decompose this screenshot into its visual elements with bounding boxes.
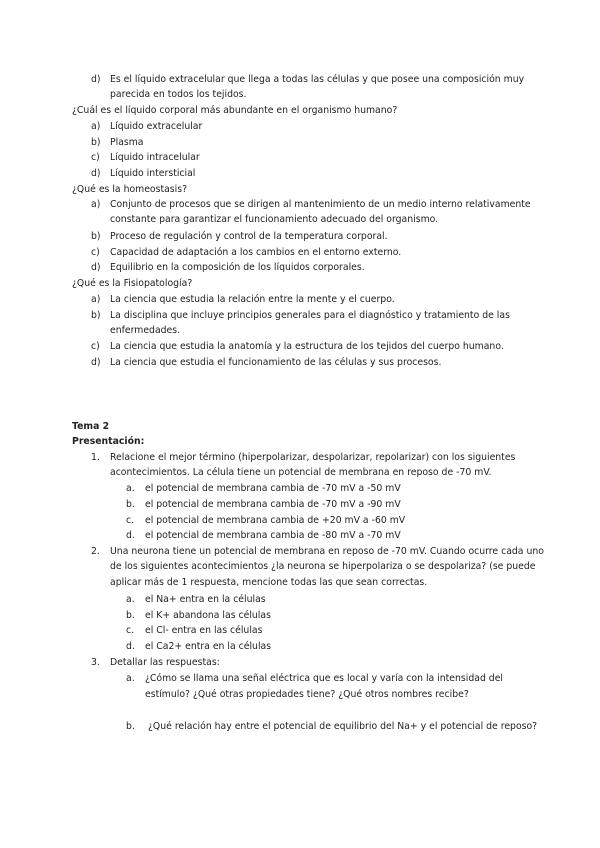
sub-letter: a.: [126, 594, 135, 605]
sub-text: el potencial de membrana cambia de +20 mV a -60 mV: [145, 515, 406, 526]
item-number: 3.: [91, 657, 100, 668]
sub-letter: b.: [126, 610, 135, 621]
option-text: Es el líquido extracelular que llega a todas las células y que posee una composición muy: [110, 74, 525, 85]
sub-text: el Cl- entra en las células: [145, 625, 263, 636]
sub-text: el Na+ entra en la células: [145, 594, 266, 605]
option-letter: a): [91, 121, 101, 132]
sub-letter: c.: [126, 625, 135, 636]
sub-text: ¿Cómo se llama una señal eléctrica que es local y varía con la intensidad del: [145, 673, 503, 684]
option-text: Líquido extracelular: [110, 121, 203, 132]
question-2: ¿Qué es la homeostasis?: [72, 184, 188, 195]
option-letter: d): [91, 74, 101, 85]
section-subtitle: Presentación:: [72, 436, 145, 447]
sub-letter: c.: [126, 515, 135, 526]
option-text-cont: enfermedades.: [110, 325, 181, 336]
item-text: Detallar las respuestas:: [110, 657, 220, 668]
option-letter: b): [91, 137, 101, 148]
sub-text: el Ca2+ entra en la células: [145, 641, 272, 652]
option-letter: a): [91, 199, 101, 210]
item-text-cont: acontecimientos. La célula tiene un potencial de membrana en reposo de -70 mV.: [110, 467, 492, 478]
option-text: Conjunto de procesos que se dirigen al mantenimiento de un medio interno relativamente: [110, 199, 531, 210]
sub-letter: a.: [126, 673, 135, 684]
option-text: Proceso de regulación y control de la temperatura corporal.: [110, 231, 388, 242]
option-letter: b): [91, 231, 101, 242]
option-letter: d): [91, 357, 101, 368]
sub-letter: b.: [126, 499, 135, 510]
option-text-cont: parecida en todos los tejidos.: [110, 89, 247, 100]
option-text: La ciencia que estudia el funcionamiento de las células y sus procesos.: [110, 357, 442, 368]
option-letter: d): [91, 168, 101, 179]
sub-text: el potencial de membrana cambia de -70 mV a -90 mV: [145, 499, 401, 510]
item-text-cont: aplicar más de 1 respuesta, mencione todas las que sean correctas.: [110, 577, 428, 588]
option-text: Capacidad de adaptación a los cambios en el entorno externo.: [110, 247, 402, 258]
option-text: La disciplina que incluye principios generales para el diagnóstico y tratamiento de las: [110, 310, 510, 321]
item-number: 2.: [91, 546, 100, 557]
option-text: Líquido intersticial: [110, 168, 196, 179]
question-1: ¿Cuál es el líquido corporal más abundante en el organismo humano?: [72, 105, 398, 116]
option-text-cont: constante para garantizar el funcionamiento adecuado del organismo.: [110, 214, 439, 225]
option-letter: c): [91, 152, 100, 163]
item-number: 1.: [91, 452, 100, 463]
item-text-cont: de los siguientes acontecimientos ¿la neurona se hiperpolariza o se despolariza? (se puede: [110, 561, 536, 572]
section-title: Tema 2: [72, 421, 110, 432]
option-letter: a): [91, 294, 101, 305]
item-text: Una neurona tiene un potencial de membrana en reposo de -70 mV. Cuando ocurre cada uno: [110, 546, 544, 557]
option-text: La ciencia que estudia la relación entre la mente y el cuerpo.: [110, 294, 395, 305]
option-text: Líquido intracelular: [110, 152, 200, 163]
sub-letter: d.: [126, 641, 135, 652]
sub-text: el potencial de membrana cambia de -80 mV a -70 mV: [145, 530, 401, 541]
option-letter: c): [91, 247, 100, 258]
sub-text: el potencial de membrana cambia de -70 mV a -50 mV: [145, 483, 401, 494]
item-text: Relacione el mejor término (hiperpolarizar, despolarizar, repolarizar) con los siguientes: [110, 452, 516, 463]
option-text: Plasma: [110, 137, 144, 148]
sub-letter: a.: [126, 483, 135, 494]
option-letter: c): [91, 341, 100, 352]
sub-text-cont: estímulo? ¿Qué otras propiedades tiene? ¿Qué otros nombres recibe?: [145, 689, 469, 700]
option-text: Equilibrio en la composición de los líquidos corporales.: [110, 262, 365, 273]
sub-text: ¿Qué relación hay entre el potencial de equilibrio del Na+ y el potencial de reposo?: [148, 721, 538, 732]
sub-text: el K+ abandona las células: [145, 610, 271, 621]
sub-letter: d.: [126, 530, 135, 541]
option-letter: b): [91, 310, 101, 321]
option-letter: d): [91, 262, 101, 273]
option-text: La ciencia que estudia la anatomía y la estructura de los tejidos del cuerpo humano.: [110, 341, 504, 352]
sub-letter: b.: [126, 721, 135, 732]
question-3: ¿Qué es la Fisiopatología?: [72, 278, 193, 289]
